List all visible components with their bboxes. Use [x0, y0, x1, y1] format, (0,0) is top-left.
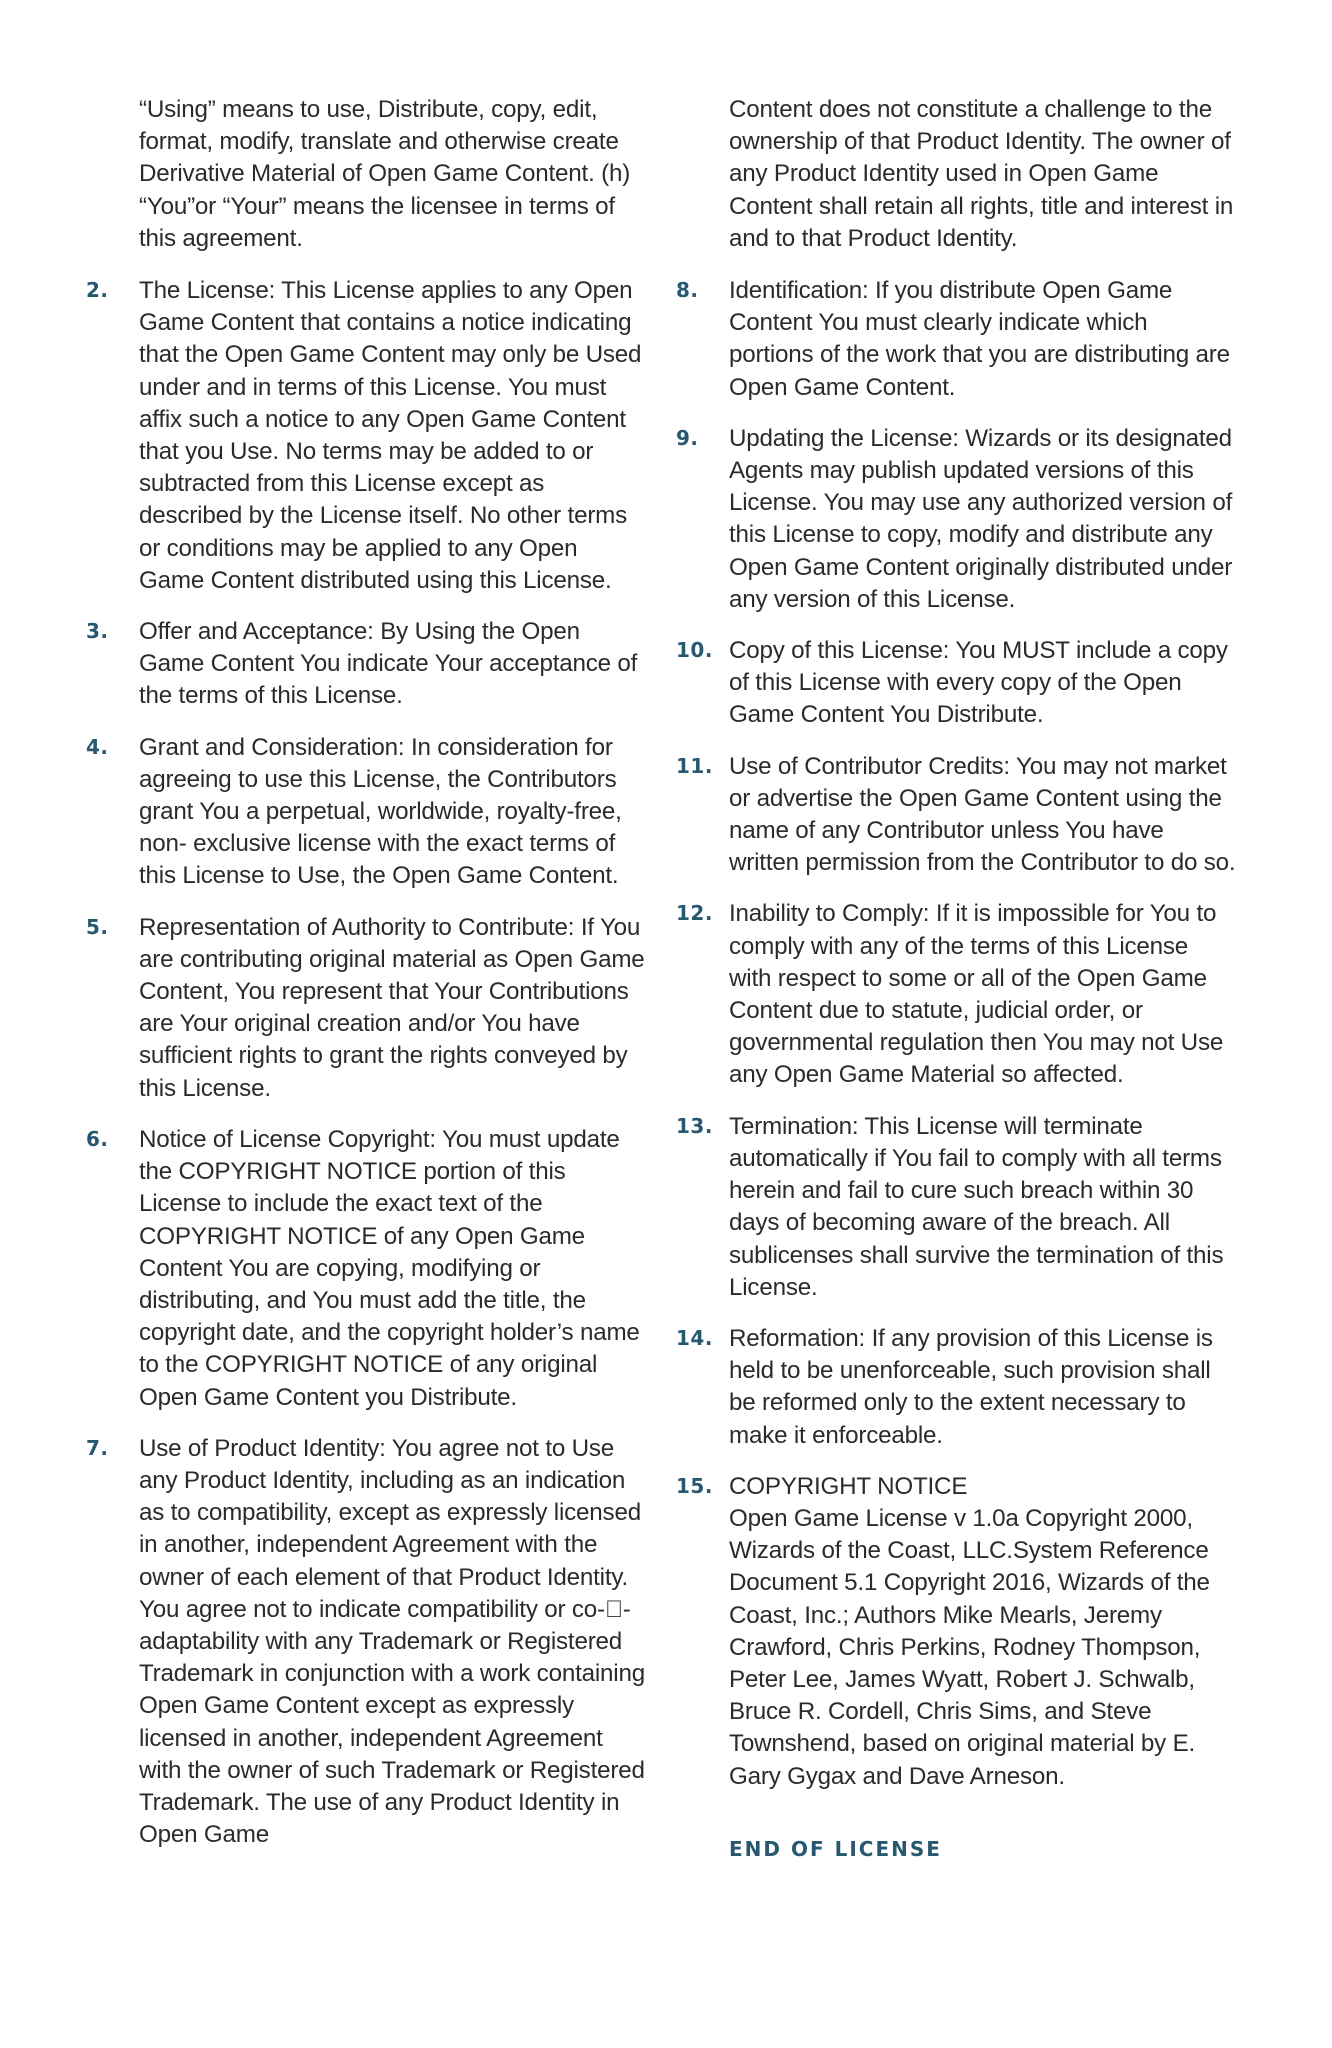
item-number: 6.	[86, 1126, 109, 1151]
item-text: Notice of License Copyright: You must update the COPYRIGHT NOTICE portion of this License to include the exact text of the COPYRIGHT NOTICE of any Open Game Content You are copying, modifying or distributing, and You must add the title, the copyright date, and the copyright holder’s name to the COPYRIGHT NOTICE of any original Open Game Content you Distribute.	[139, 1125, 640, 1411]
license-item-14	[676, 1323, 1236, 1452]
item-text: Inability to Comply: If it is impossible for You to comply with any of the terms of this License with respect to some or all of the Open Game Content due to statute, judicial order, or governmental regulation then You may not Use any Open Game Material so affected.	[729, 900, 1224, 1089]
item-text: Use of Contributor Credits: You may not market or advertise the Open Game Content using the name of any Contributor unless You have written permission from the Contributor to do so.	[729, 752, 1236, 877]
license-item-2	[86, 275, 646, 597]
item-number: 13.	[676, 1113, 713, 1138]
item-number: 5.	[86, 914, 109, 939]
item-number: 8.	[676, 278, 699, 303]
item-number: 11.	[676, 753, 713, 778]
item-text: Reformation: If any provision of this License is held to be unenforceable, such provision shall be reformed only to the extent necessary to make it enforceable.	[729, 1324, 1213, 1449]
continuation-paragraph: Content does not constitute a challenge to the ownership of that Product Identity. The owner of any Product Identity used in Open Game Content shall retain all rights, title and interest in and to that Product Identity.	[729, 96, 1234, 252]
item-number: 14.	[676, 1325, 713, 1350]
item-number: 15.	[676, 1473, 713, 1498]
license-item-9	[676, 423, 1236, 616]
item-number: 10.	[676, 638, 713, 663]
license-item-15	[676, 1471, 1236, 1793]
end-of-license-label: END OF LICENSE	[729, 1836, 942, 1861]
item-text: Use of Product Identity: You agree not to Use any Product Identity, including as an indication as to compatibility, except as expressly licensed in another, independent Agreement with the owner of each element of that Product Identity. You agree not to indicate compatibility or co-￾-adaptability with any Trademark or Registered Trademark in conjunction with a work containing Open Game Content except as expressly licensed in another, independent Agreement with the owner of such Trademark or Registered Trademark. The use of any Product Identity in Open Game	[139, 1434, 645, 1849]
item-number: 12.	[676, 901, 713, 926]
item-text: The License: This License applies to any Open Game Content that contains a notice indicating that the Open Game Content may only be Used under and in terms of this License. You must affix such a notice to any Open Game Content that you Use. No terms may be added to or subtracted from this License except as described by the License itself. No other terms or conditions may be applied to any Open Game Content distributed using this License.	[139, 277, 642, 594]
left-column	[86, 94, 646, 1870]
item-text: Identification: If you distribute Open Game Content You must clearly indicate which portions of the work that you are distributing are Open Game Content.	[729, 277, 1230, 401]
license-item-8	[676, 275, 1236, 404]
item-text: Updating the License: Wizards or its designated Agents may publish updated versions of this License. You may use any authorized version of this License to copy, modify and distribute any Open Game Content originally distributed under any version of this License.	[729, 424, 1233, 613]
item-text: Termination: This License will terminate automatically if You fail to comply with all terms herein and fail to cure such breach within 30 days of becoming aware of the breach. All sublicenses shall survive the termination of this License.	[729, 1112, 1224, 1301]
license-item-4	[86, 732, 646, 893]
license-item-10	[676, 635, 1236, 732]
license-item-5	[86, 912, 646, 1105]
license-item-11	[676, 751, 1236, 880]
license-item-6	[86, 1124, 646, 1414]
license-item-12	[676, 898, 1236, 1091]
item-text: Offer and Acceptance: By Using the Open Game Content You indicate Your acceptance of the terms of this License.	[139, 618, 638, 710]
item-number: 2.	[86, 278, 109, 303]
license-item-3	[86, 616, 646, 713]
copyright-notice-text: Open Game License v 1.0a Copyright 2000, Wizards of the Coast, LLC.System Reference Document 5.1 Copyright 2016, Wizards of the Coast, Inc.; Authors Mike Mearls, Jeremy Crawford, Chris Perkins, Rodney Thompson, Peter Lee, James Wyatt, Robert J. Schwalb, Bruce R. Cordell, Chris Sims, and Steve Townshend, based on original material by E. Gary Gygax and Dave Arneson.	[729, 1504, 1210, 1790]
copyright-notice-heading: COPYRIGHT NOTICE	[729, 1472, 968, 1500]
item-number: 4.	[86, 734, 109, 759]
continuation-paragraph: “Using” means to use, Distribute, copy, edit, format, modify, translate and otherwise create Derivative Material of Open Game Content. (h) “You”or “Your” means the licensee in terms of this agreement.	[139, 96, 631, 252]
item-number: 3.	[86, 619, 109, 644]
item-text: Copy of this License: You MUST include a copy of this License with every copy of the Open Game Content You Distribute.	[729, 637, 1228, 729]
item-text: Grant and Consideration: In consideration for agreeing to use this License, the Contributors grant You a perpetual, worldwide, royalty-free, non- exclusive license with the exact terms of this License to Use, the Open Game Content.	[139, 733, 622, 890]
item-text: Representation of Authority to Contribute: If You are contributing original material as Open Game Content, You represent that Your Contributions are Your original creation and/or You have sufficient rights to grant the rights conveyed by this License.	[139, 913, 645, 1102]
item-number: 9.	[676, 425, 699, 450]
item-number: 7.	[86, 1435, 109, 1460]
license-item-13	[676, 1111, 1236, 1304]
right-column	[676, 94, 1236, 1865]
license-item-7	[86, 1433, 646, 1852]
